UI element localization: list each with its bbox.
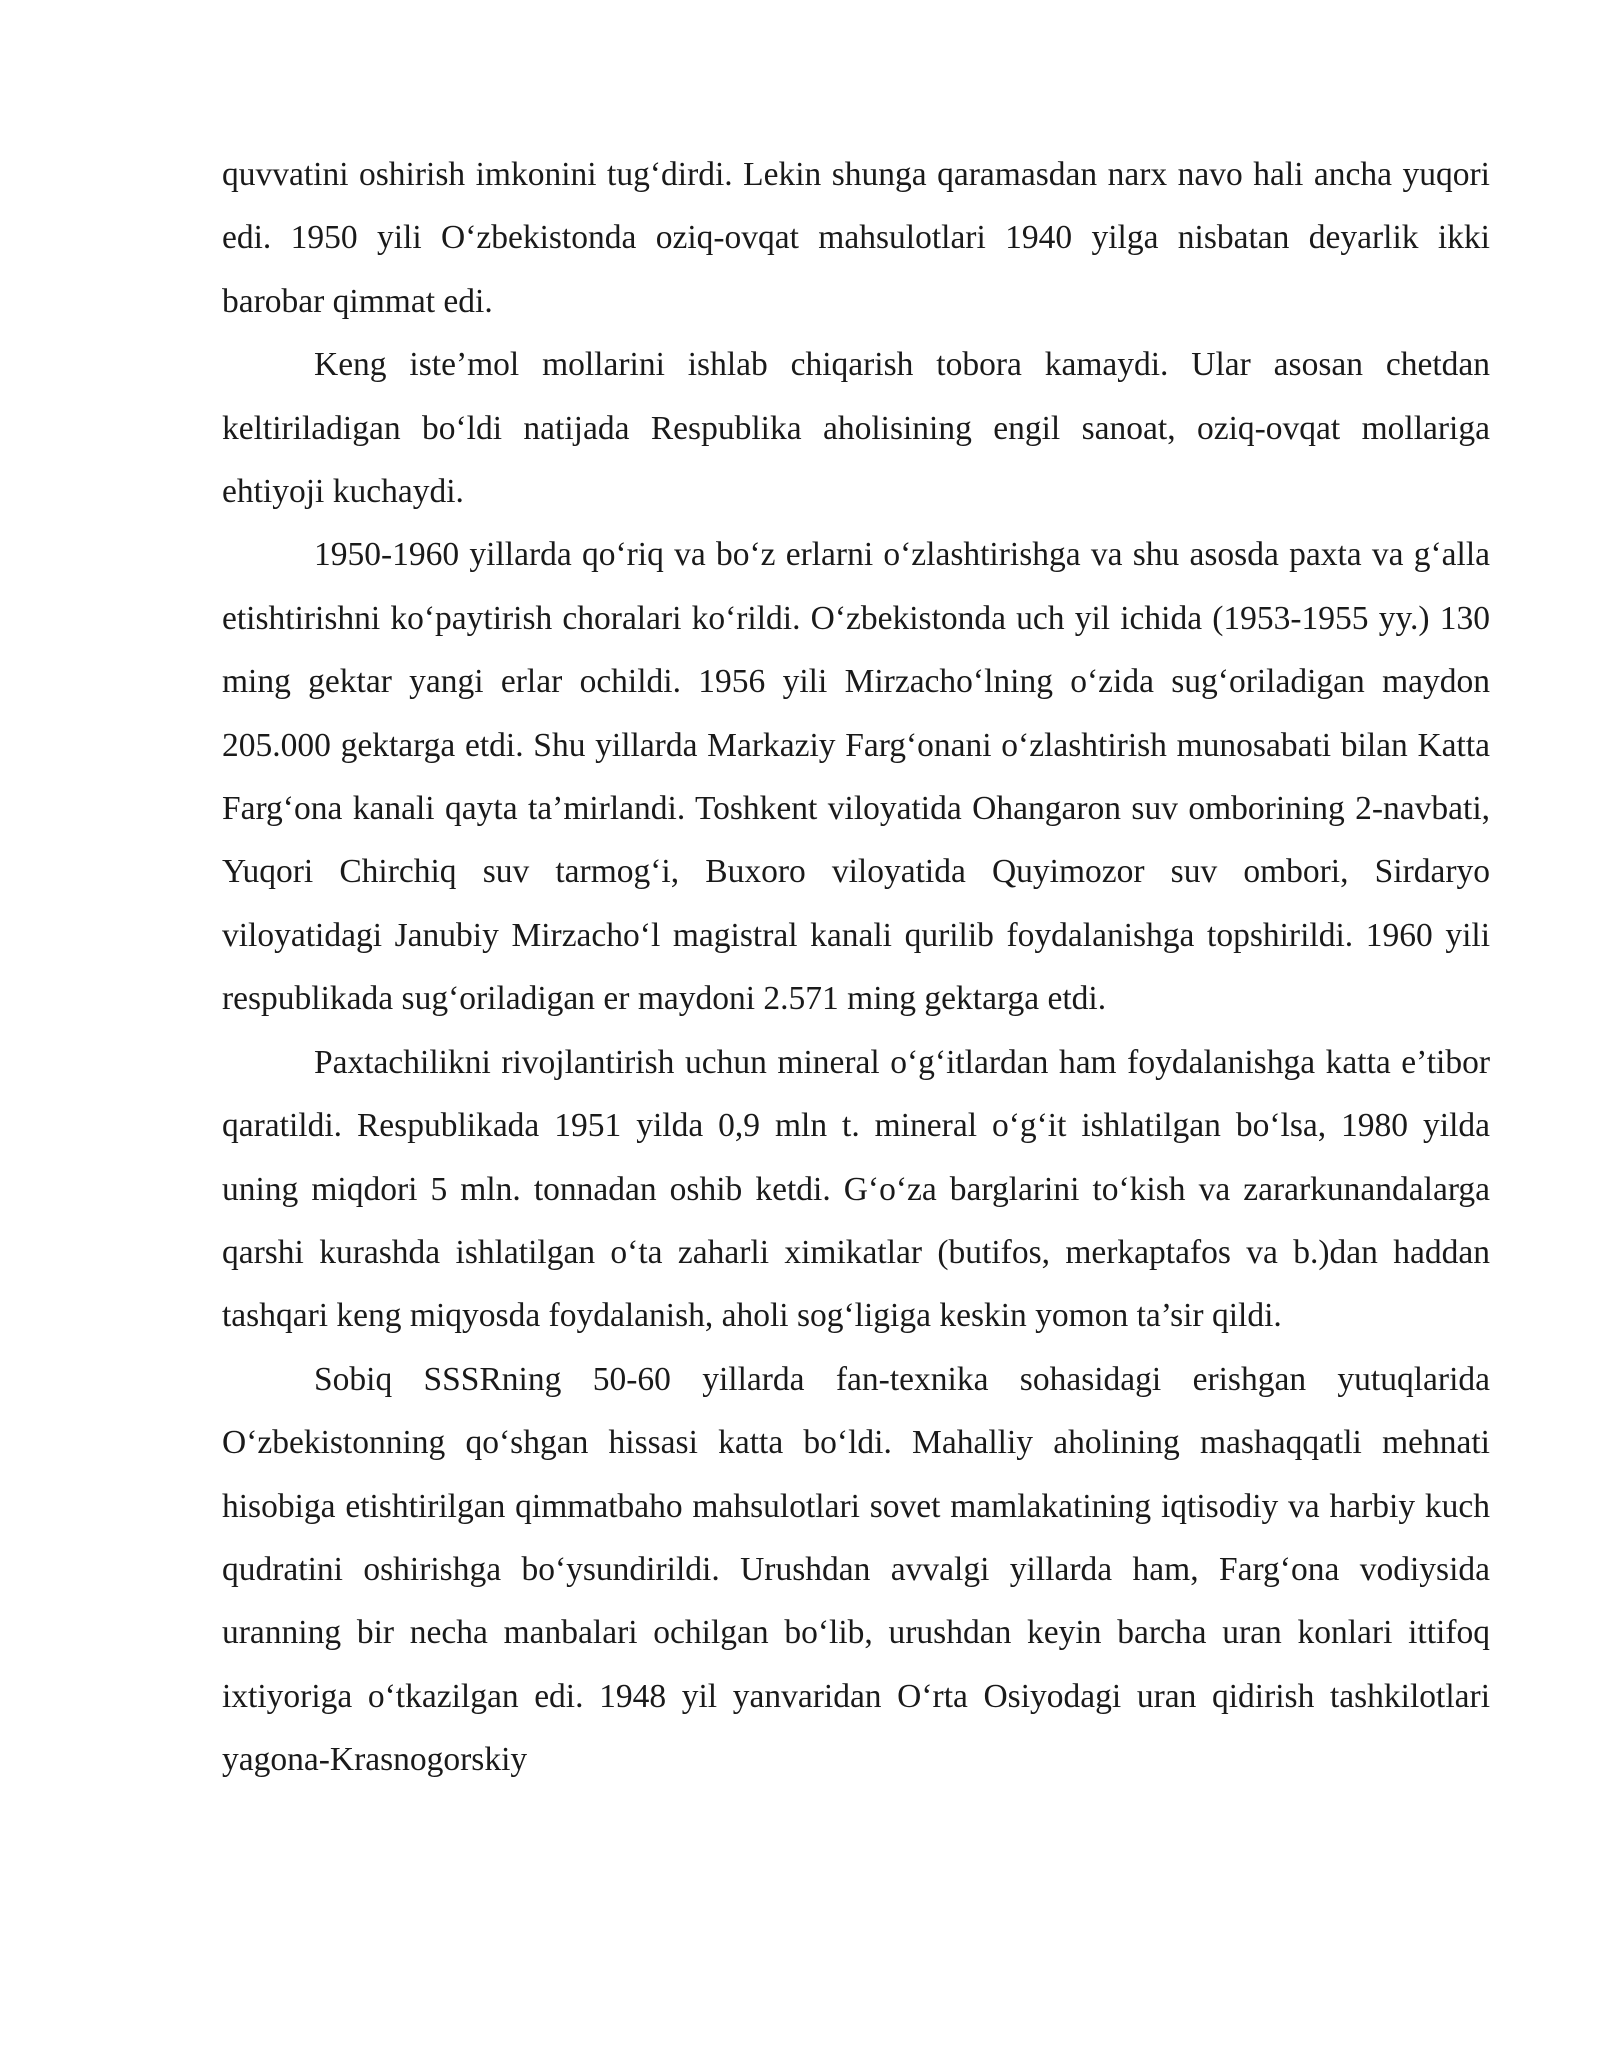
paragraph-3: 1950-1960 yillarda qo‘riq va bo‘z erlarni o‘zlashtirishga va shu asosda paxta va g‘alla etishtirishni ko‘paytirish choralari ko‘rildi. O‘zbekistonda uch yil ichida (1953-1955 yy.) 130 ming gektar yangi erlar ochildi. 1956 yili Mirzacho‘lning o‘zida sug‘oriladigan maydon 205.000 gektarga etdi. Shu yillarda Markaziy Farg‘onani o‘zlashtirish munosabati bilan Katta Farg‘ona kanali qayta ta’mirlandi. Toshkent viloyatida Ohangaron suv omborining 2-navbati, Yuqori Chirchiq suv tarmog‘i, Buxoro viloyatida Quyimozor suv ombori, Sirdaryo viloyatidagi Janubiy Mirzacho‘l magistral kanali qurilib foydalanishga topshirildi. 1960 yili respublikada sug‘oriladigan er maydoni 2.571 ming gektarga etdi.	[222, 536, 1490, 1018]
paragraph-5: Sobiq SSSRning 50-60 yillarda fan-texnika sohasidagi erishgan yutuqlarida O‘zbekistonning qo‘shgan hissasi katta bo‘ldi. Mahalliy aholining mashaqqatli mehnati hisobiga etishtirilgan qimmatbaho mahsulotlari sovet mamlakatining iqtisodiy va harbiy kuch qudratini oshirishga bo‘ysundirildi. Urushdan avvalgi yillarda ham, Farg‘ona vodiysida uranning bir necha manbalari ochilgan bo‘lib, urushdan keyin barcha uran konlari ittifoq ixtiyoriga o‘tkazilgan edi. 1948 yil yanvaridan O‘rta Osiyodagi uran qidirish tashkilotlari yagona-Krasnogorskiy	[222, 1360, 1490, 1779]
paragraph-2: Keng iste’mol mollarini ishlab chiqarish tobora kamaydi. Ular asosan chetdan keltiriladigan bo‘ldi natijada Respublika aholisining engil sanoat, oziq-ovqat mollariga ehtiyoji kuchaydi.	[222, 346, 1490, 511]
paragraph-1: quvvatini oshirish imkonini tug‘dirdi. Lekin shunga qaramasdan narx navo hali ancha yuqori edi. 1950 yili O‘zbekistonda oziq-ovqat mahsulotlari 1940 yilga nisbatan deyarlik ikki barobar qimmat edi.	[222, 156, 1490, 320]
document-page	[222, 143, 1490, 1792]
paragraph-4: Paxtachilikni rivojlantirish uchun mineral o‘g‘itlardan ham foydalanishga katta e’tibor qaratildi. Respublikada 1951 yilda 0,9 mln t. mineral o‘g‘it ishlatilgan bo‘lsa, 1980 yilda uning miqdori 5 mln. tonnadan oshib ketdi. G‘o‘za barglarini to‘kish va zararkunandalarga qarshi kurashda ishlatilgan o‘ta zaharli ximikatlar (butifos, merkaptafos va b.)dan haddan tashqari keng miqyosda foydalanish, aholi sog‘ligiga keskin yomon ta’sir qildi.	[222, 1043, 1490, 1335]
